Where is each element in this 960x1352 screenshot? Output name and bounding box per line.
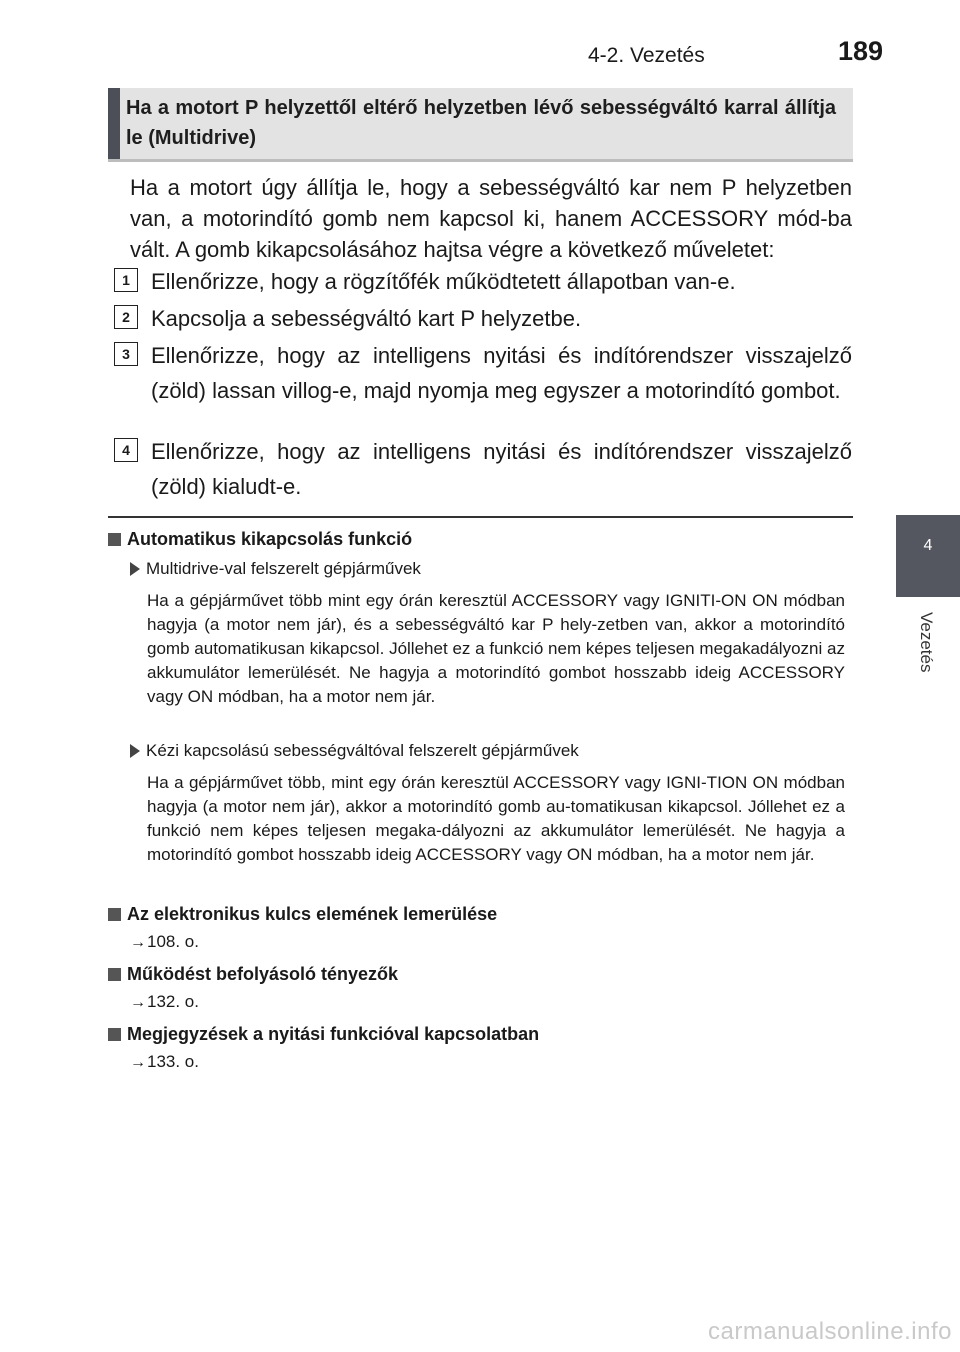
note-heading-entry: Megjegyzések a nyitási funkcióval kapcsolatban (108, 1024, 539, 1045)
chapter-tab-label: Vezetés (917, 612, 936, 673)
note-heading-auto-off: Automatikus kikapcsolás funkció (108, 529, 412, 550)
square-bullet-icon (108, 908, 121, 921)
step-text: Ellenőrizze, hogy az intelligens nyitási és indítórendszer visszajelző (zöld) lassan villog-e, majd nyomja meg egyszer a motorindító gombot. (151, 343, 852, 403)
watermark: carmanualsonline.info (708, 1318, 952, 1345)
note-heading-key-battery: Az elektronikus kulcs elemének lemerülése (108, 904, 497, 925)
chapter-tab[interactable] (896, 515, 960, 597)
section-title-bar (108, 88, 120, 159)
note-heading-factors: Működést befolyásoló tényezők (108, 964, 398, 985)
subheading-multidrive: Multidrive-val felszerelt gépjárművek (130, 559, 421, 579)
square-bullet-icon (108, 968, 121, 981)
manual-paragraph: Ha a gépjárművet több, mint egy órán keresztül ACCESSORY vagy IGNI-TION ON módban hagyja (a motor nem jár), akkor a motorindító gomb au-tomatikusan kikapcsol. Jóllehet ez a funkció nem képes teljesen megaka-dályozni az akkumulátor lemerülését. Ne hagyja a motorindító gombot hosszabb ideig ACCESSORY vagy ON módban, ha a motor nem jár. (147, 773, 845, 864)
page-reference-link[interactable]: →132. o. (130, 992, 199, 1011)
square-bullet-icon (108, 1028, 121, 1041)
step-text: Kapcsolja a sebességváltó kart P helyzetbe. (151, 306, 582, 331)
section-breadcrumb: 4-2. Vezetés (588, 44, 705, 67)
section-title-box (108, 88, 853, 162)
multidrive-paragraph: Ha a gépjárművet több mint egy órán keresztül ACCESSORY vagy IGNITI-ON ON módban hagyja (a motor nem jár), és a sebességváltó kar P hely-zetben van, akkor a motorindító gomb automatikusan kikapcsol. Jóllehet ez a funkció nem képes teljesen megakadályozni az akkumulátor lemerülését. Ne hagyja a motorindító gombot hosszabb ideig ACCESSORY vagy ON módban, ha a motor nem jár. (147, 591, 845, 706)
intro-paragraph: Ha a motort úgy állítja le, hogy a sebességváltó kar nem P helyzetben van, a motorindító gomb nem kapcsol ki, hanem ACCESSORY mód-ba vált. A gomb kikapcsolásához hajtsa végre a következő műveletet: (130, 175, 852, 262)
page-number: 189 (838, 36, 884, 66)
page-reference-link[interactable]: →133. o. (130, 1052, 199, 1071)
page-reference-link[interactable]: →108. o. (130, 932, 199, 951)
arrow-right-icon: → (130, 934, 146, 951)
triangle-bullet-icon (130, 744, 140, 758)
arrow-right-icon: → (130, 994, 146, 1011)
triangle-bullet-icon (130, 562, 140, 576)
step-text: Ellenőrizze, hogy az intelligens nyitási és indítórendszer visszajelző (zöld) kialudt-e. (151, 439, 852, 499)
square-bullet-icon (108, 533, 121, 546)
step-text: Ellenőrizze, hogy a rögzítőfék működtetett állapotban van-e. (151, 269, 736, 294)
chapter-tab-number: 4 (923, 537, 933, 554)
arrow-right-icon: → (130, 1054, 146, 1071)
subheading-manual: Kézi kapcsolású sebességváltóval felszerelt gépjárművek (130, 741, 579, 761)
step-number: 1 (114, 268, 138, 292)
section-divider (108, 516, 853, 518)
step-number: 3 (114, 342, 138, 366)
step-number: 2 (114, 305, 138, 329)
section-title: Ha a motort P helyzettől eltérő helyzetben lévő sebességváltó karral állítja le (Multidrive) (126, 97, 836, 149)
step-number: 4 (114, 438, 138, 462)
